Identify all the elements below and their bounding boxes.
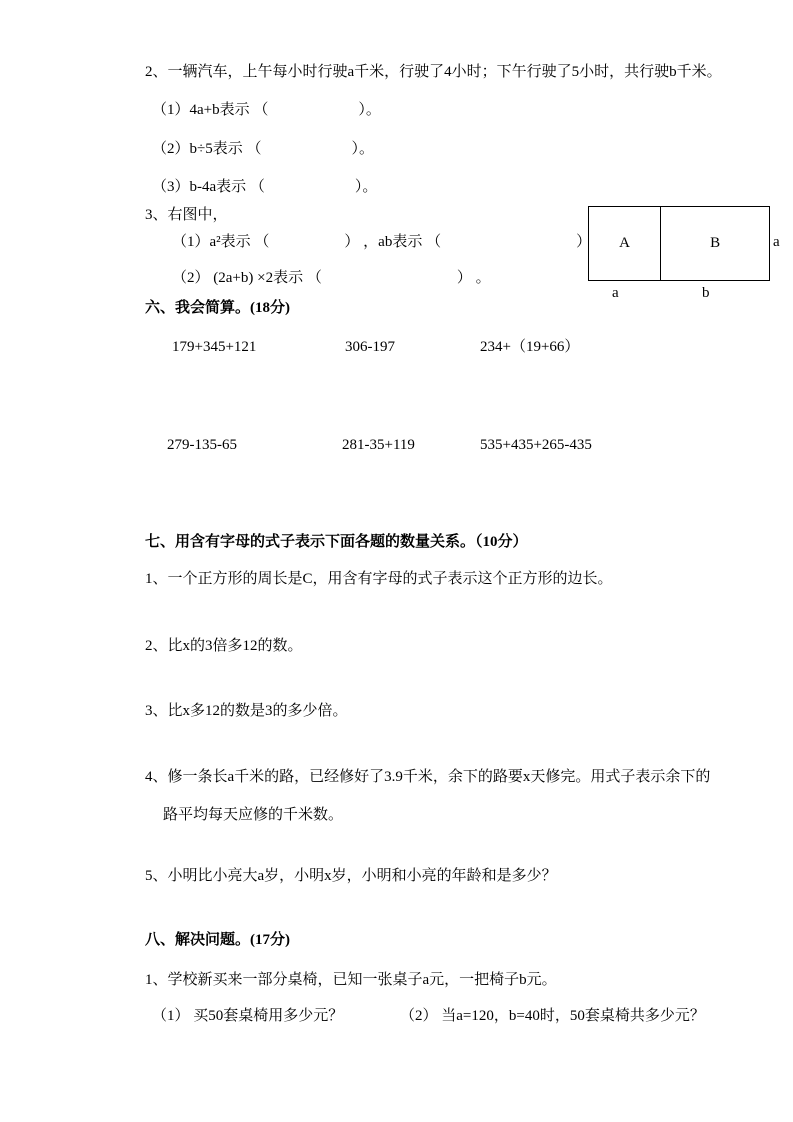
question-2-stem: 2、一辆汽车，上午每小时行驶a千米，行驶了4小时；下午行驶了5小时，共行驶b千米。 (145, 64, 722, 80)
diagram-label-bottom-a: a (612, 285, 619, 301)
section-7-item-4-line-1: 4、修一条长a千米的路，已经修好了3.9千米，余下的路要x天修完。用式子表示余下的 (145, 769, 711, 785)
calc-expression-2: 306-197 (345, 339, 395, 355)
calc-expression-3: 234+（19+66） (480, 339, 580, 355)
section-8-item-1-part-1: （1） 买50套桌椅用多少元？ (152, 1008, 344, 1024)
section-7-header: 七、用含有字母的式子表示下面各题的数量关系。（10分） (145, 534, 528, 550)
rectangle-diagram (588, 206, 770, 281)
calc-expression-1: 179+345+121 (172, 339, 257, 355)
question-2-part-3: （3）b-4a表示 （ ）。 (152, 179, 378, 195)
diagram-label-bottom-b: b (702, 285, 710, 301)
section-7-item-1: 1、一个正方形的周长是C，用含有字母的式子表示这个正方形的边长。 (145, 571, 613, 587)
section-7-item-5: 5、小明比小亮大a岁，小明x岁，小明和小亮的年龄和是多少？ (145, 868, 557, 884)
question-3-part-1: （1）a²表示 （ ） ，ab表示 （ ） (172, 234, 592, 250)
question-2-part-2: （2）b÷5表示 （ ）。 (152, 141, 374, 157)
question-3-part-2: （2） (2a+b) ×2表示 （ ） 。 (172, 270, 491, 286)
section-7-item-4-line-2: 路平均每天应修的千米数。 (163, 807, 344, 823)
section-7-item-3: 3、比x多12的数是3的多少倍。 (145, 703, 348, 719)
section-6-header: 六、我会简算。(18分) (145, 300, 290, 316)
diagram-cell-b: B (660, 207, 769, 280)
calc-expression-6: 535+435+265-435 (480, 437, 592, 453)
section-8-item-1: 1、学校新买来一部分桌椅，已知一张桌子a元，一把椅子b元。 (145, 972, 557, 988)
section-7-item-2: 2、比x的3倍多12的数。 (145, 638, 303, 654)
question-3-stem: 3、右图中， (145, 207, 228, 223)
calc-expression-5: 281-35+119 (342, 437, 415, 453)
diagram-cell-a: A (619, 235, 631, 251)
calc-expression-4: 279-135-65 (167, 437, 237, 453)
section-8-item-1-part-2: （2） 当a=120，b=40时，50套桌椅共多少元？ (400, 1008, 705, 1024)
section-8-header: 八、解决问题。(17分) (145, 932, 290, 948)
diagram-label-side-a: a (773, 234, 780, 250)
question-2-part-1: （1）4a+b表示 （ ）。 (152, 102, 381, 118)
